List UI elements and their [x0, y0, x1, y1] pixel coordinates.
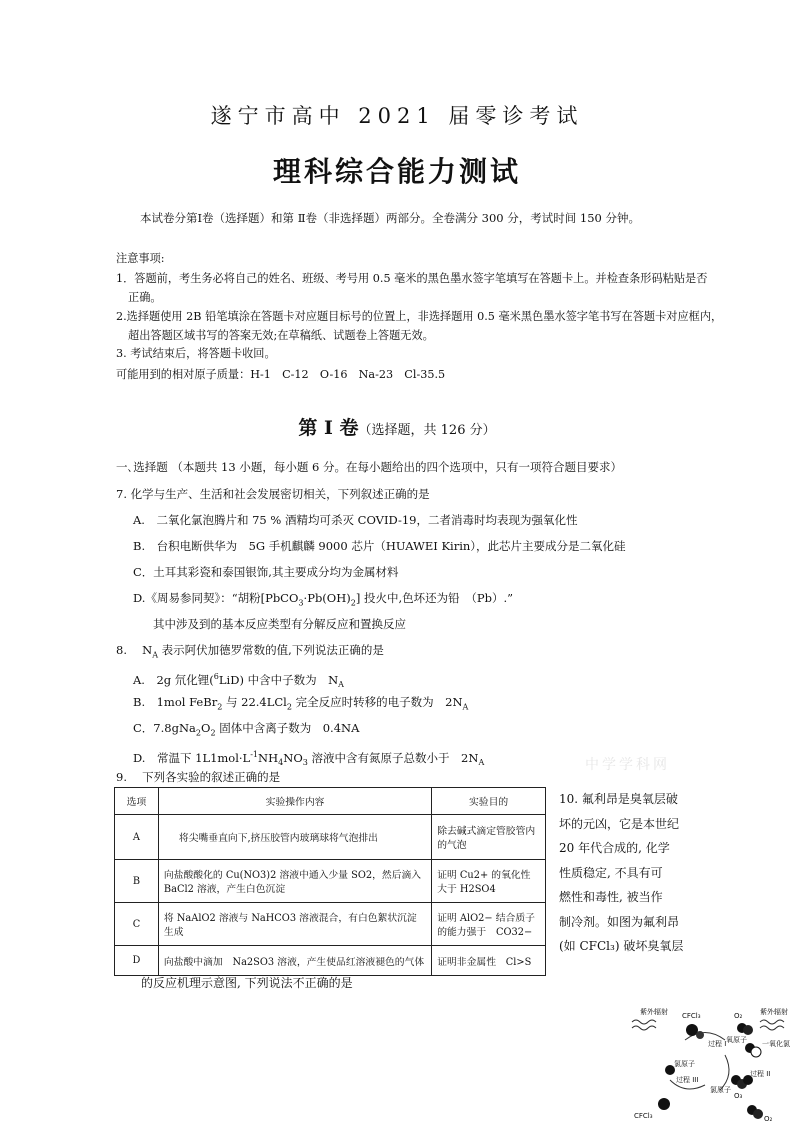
o3-label: O₃ [734, 1092, 743, 1100]
row-operation: 向盐酸酸化的 Cu(NO3)2 溶液中通入少量 SO2，然后滴入 BaCl2 溶液，产生白色沉淀 [158, 860, 431, 903]
q10-line: 10. 氟利昂是臭氧层破 [559, 792, 678, 806]
table-row [115, 815, 546, 860]
uv-right-label: 紫外辐射 [760, 1008, 788, 1016]
q8-d-s1: 4 [278, 758, 284, 768]
q8-a-sup: 6 [213, 672, 219, 681]
q7-d-text-2: ·Pb(OH) [303, 591, 351, 605]
note-2: 2.选择题使用 2B 铅笔填涂在答题卡对应题目标号的位置上，非选择题用 0.5 毫米黑色墨水签字笔书写在答题卡对应框内， [116, 310, 723, 323]
q8-c-s2: 2 [210, 728, 216, 738]
q8-c-s1: 2 [195, 728, 201, 738]
q8-d-s3: A [478, 758, 485, 768]
row-aim: 证明非金属性 Cl>S [432, 946, 546, 976]
q8-option-b [133, 691, 468, 718]
uv-wave-left-2 [632, 1026, 656, 1030]
q8-stem-sub: A [152, 650, 159, 660]
section-heading [0, 413, 794, 440]
o2-top-label: O₂ [734, 1012, 743, 1020]
question-instruction: 一､选择题 （本题共 13 小题，每小题 6 分。在每小题给出的四个选项中，只有一项符合题目要求） [116, 460, 622, 474]
q8-a-2: LiD) 中含中子数为 N [218, 672, 339, 687]
row-option: D [115, 946, 159, 976]
o2-molecule-icon-4 [753, 1109, 763, 1119]
header-option: 选项 [115, 788, 159, 815]
o2-bottom-label: O₂ [764, 1115, 773, 1123]
q8-b-s2: 2 [286, 702, 292, 712]
q7-option-c: C．土耳其彩瓷和泰国银饰,其主要成分均为金属材料 [133, 565, 399, 579]
uv-wave-left [632, 1020, 656, 1024]
header-aim: 实验目的 [432, 788, 546, 815]
q8-c-3: 固体中含离子数为 0.4NA [215, 721, 360, 735]
q8-stem [116, 639, 384, 666]
clo-label: 一氧化氯 [762, 1040, 790, 1048]
section-title: 第 I 卷 [298, 417, 359, 439]
table-header-row [115, 788, 546, 815]
q8-d-s2: 3 [302, 758, 308, 768]
q8-d-sup: -1 [250, 750, 259, 759]
q8-b-2: 与 22.4LCl [222, 695, 287, 709]
ozone-depletion-diagram [630, 1000, 794, 1123]
experiment-table [114, 787, 546, 976]
section-sub: （选择题，共 126 分） [358, 423, 496, 438]
q10-line: 性质稳定, 不具有可 [559, 865, 663, 880]
q10-stem-cont: 的反应机理示意图, 下列说法不正确的是 [141, 976, 353, 990]
process-1-label: 过程 I [708, 1040, 727, 1048]
cfcl3-top-label: CFCl₃ [682, 1012, 701, 1020]
q7-d-text-1: D.《周易参同契》：“胡粉[PbCO [133, 591, 299, 605]
q8-b-s1: 2 [217, 702, 223, 712]
q7-option-d: D.《周易参同契》：“胡粉$[PbCO_3\cdot Pb(OH)_2]$ 投火中,色坏还为铅 （Pb）.” [133, 591, 514, 608]
table-row [115, 860, 546, 903]
arrow-2 [720, 1055, 729, 1090]
row-option: A [115, 815, 159, 860]
row-operation: 将 NaAlO2 溶液与 NaHCO3 溶液混合，有白色絮状沉淀生成 [158, 903, 431, 946]
atomic-masses: 可能用到的相对原子质量：H-1 C-12 O-16 Na-23 Cl-35.5 [116, 368, 446, 381]
exam-title: 遂宁市高中 2021 届零诊考试 [210, 104, 584, 128]
q8-c-2: O [201, 721, 211, 735]
row-operation: 将尖嘴垂直向下,挤压胶管内玻璃球将气泡排出 [158, 815, 431, 860]
clo-o-icon [751, 1047, 761, 1057]
watermark: 中学学科网 [585, 757, 670, 773]
note-1: 1．答题前，考生务必将自己的姓名、班级、考号用 0.5 毫米的黑色墨水签字笔填写在答题卡上。并检查条形码粘贴是否 [116, 272, 708, 285]
q8-option-c [133, 717, 359, 744]
q10-line: 制冷剂。如图为氟利昂 [559, 914, 680, 929]
note-1-cont: 正确。 [128, 291, 162, 304]
q8-d-3: NO [283, 750, 303, 765]
uv-left-label: 紫外辐射 [640, 1008, 668, 1016]
table-row [115, 903, 546, 946]
q8-stem-2: 表示阿伏加德罗常数的值,下列说法正确的是 [158, 643, 384, 657]
uv-wave-right-2 [760, 1026, 784, 1030]
process-2-label: 过程 II [750, 1070, 771, 1078]
row-operation: 向盐酸中滴加 Na2SO3 溶液，产生使品红溶液褪色的气体 [158, 946, 431, 976]
cfcl3-molecule-icon-2 [658, 1098, 670, 1110]
q10-line: 燃性和毒性, 被当作 [559, 890, 663, 904]
cl-atom-icon [696, 1031, 704, 1039]
uv-wave-right [760, 1020, 784, 1024]
q10-stem [559, 787, 684, 959]
q9-stem: 9. 下列各实验的叙述正确的是 [116, 770, 281, 784]
q8-c-1: C．7.8gNa [133, 721, 196, 735]
note-2-cont: 超出答题区域书写的答案无效;在草稿纸、试题卷上答题无效。 [128, 329, 434, 342]
q8-a-1: A. 2g 氘化锂( [133, 672, 214, 687]
q8-d-1: D. 常温下 1L1mol·L [133, 750, 251, 765]
notes-title: 注意事项: [116, 252, 165, 265]
row-aim: 证明 AlO2− 结合质子的能力强于 CO32− [432, 903, 546, 946]
q10-line: 20 年代合成的, 化学 [559, 841, 670, 855]
process-3-label: 过程 III [676, 1076, 699, 1084]
cl-atom-label-2: 氯原子 [710, 1086, 731, 1094]
q7-option-b: B. 台积电断供华为 5G 手机麒麟 9000 芯片（HUAWEI Kirin），此芯片主要成分是二氧化硅 [133, 539, 626, 553]
q10-line: 坏的元凶，它是本世纪 [559, 816, 680, 831]
exam-subtitle: 理科综合能力测试 [272, 155, 521, 188]
row-option: C [115, 903, 159, 946]
table-row [115, 946, 546, 976]
note-3: 3. 考试结束后，将答题卡收回。 [116, 347, 276, 360]
cl-atom-label: 氯原子 [674, 1060, 695, 1068]
q8-b-s3: A [462, 702, 469, 712]
row-option: B [115, 860, 159, 903]
row-aim: 除去碱式滴定管胶管内的气泡 [432, 815, 546, 860]
q7-option-a: A. 二氧化氯泡腾片和 75 % 酒精均可杀灭 COVID-19，二者消毒时均表现为强氧化性 [133, 513, 578, 527]
q8-stem-1: 8. N [116, 643, 153, 657]
o2-molecule-icon-2 [743, 1025, 753, 1035]
oxygen-atom-label: 氧原子 [726, 1036, 747, 1044]
exam-intro: 本试卷分第Ⅰ卷（选择题）和第 Ⅱ卷（非选择题）两部分。全卷满分 300 分，考试时间 150 分钟。 [140, 211, 641, 225]
row-aim: 证明 Cu2+ 的氧化性大于 H2SO4 [432, 860, 546, 903]
q10-line: (如 CFCl₃) 破坏臭氧层 [559, 939, 684, 953]
q8-a-sub: A [338, 680, 344, 690]
header-operation: 实验操作内容 [158, 788, 431, 815]
q7-option-d-cont: 其中涉及到的基本反应类型有分解反应和置换反应 [153, 617, 406, 631]
q7-stem: 7. 化学与生产、生活和社会发展密切相关，下列叙述正确的是 [116, 487, 430, 501]
cfcl3-bottom-label: CFCl₃ [634, 1112, 653, 1120]
q8-b-1: B. 1mol FeBr [133, 695, 218, 709]
q7-d-text-3: ] 投火中,色坏还为铅 （Pb）.” [355, 591, 514, 605]
q8-d-4: 溶液中含有氮原子总数小于 2N [307, 750, 479, 765]
q8-d-2: NH [258, 750, 279, 765]
q8-b-3: 完全反应时转移的电子数为 2N [291, 695, 463, 709]
